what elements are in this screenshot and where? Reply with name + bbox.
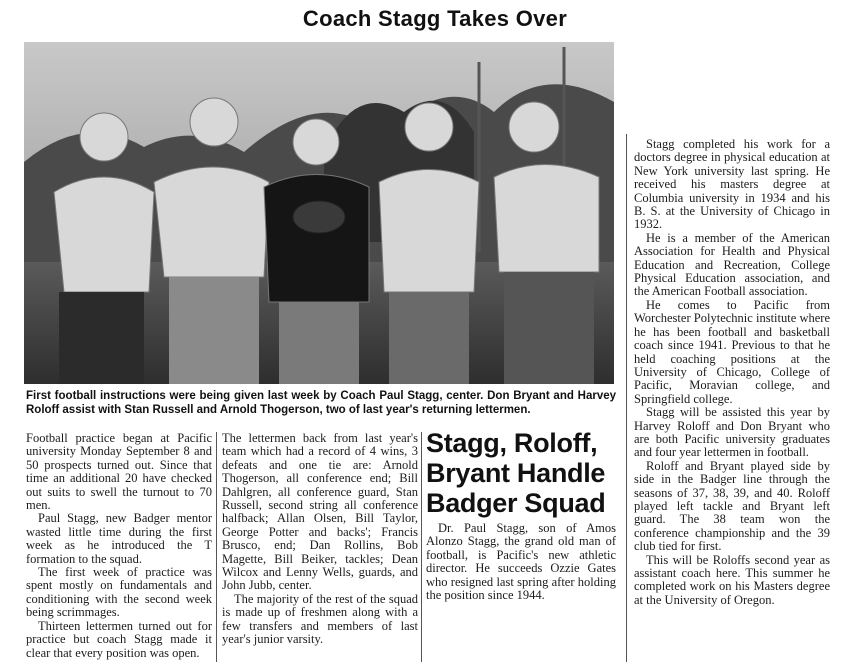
- story2-paragraph: Stagg completed his work for a doctors degree in physical education at New York university last spring. He received his masters degree at Columbia university in 1934 and his B. S. at the University of Chicago in 1932.: [634, 137, 830, 232]
- photo-illustration: [24, 42, 614, 384]
- photo-caption: First football instructions were being given last week by Coach Paul Stagg, center. Don Bryant and Harvey Roloff assist with Stan Russell and Arnold Thogerson, two of last year's returning lettermen.: [26, 390, 616, 416]
- story2-paragraph: He comes to Pacific from Worchester Polytechnic institute where he has been football and basketball coach since 1941. Previous to that he held coaching positions at the University of Chicago, College of Pacific, Moravian college, and Springfield college.: [634, 297, 830, 406]
- story2-paragraph: Dr. Paul Stagg, son of Amos Alonzo Stagg, the grand old man of football, is Pacific's new athletic director. He succeeds Ozzie Gates who resigned last spring after holding the position since 1944.: [426, 521, 616, 603]
- team-photo: [24, 42, 614, 384]
- column-rule: [421, 432, 422, 662]
- story2-headline: [426, 428, 620, 518]
- story2-headline-line: Bryant Handle: [426, 458, 606, 488]
- story2-paragraph: He is a member of the American Association for Health and Physical Education and Recreation, College Physical Education association, and the American Football association.: [634, 230, 830, 299]
- story1-column-2: [222, 432, 418, 647]
- story1-paragraph: The majority of the rest of the squad is made up of freshmen along with a few transfers and members of last year's junior varsity.: [222, 591, 418, 647]
- story1-column-1: [26, 432, 212, 660]
- story2-column-2: [634, 138, 830, 607]
- story2-paragraph: This will be Roloffs second year as assistant coach here. This summer he completed work on his Masters degree at the University of Oregon.: [634, 552, 830, 607]
- column-rule: [626, 134, 627, 662]
- story1-paragraph: Thirteen lettermen turned out for practice but coach Stagg made it clear that every position was open.: [26, 618, 212, 660]
- story1-paragraph: Paul Stagg, new Badger mentor wasted little time during the first week as he introduced the T formation to the squad.: [26, 511, 212, 566]
- headline: Coach Stagg Takes Over: [302, 6, 568, 31]
- story1-paragraph: The lettermen back from last year's team which had a record of 4 wins, 3 defeats and one tie are: Arnold Thogerson, all conference end; Bill Dahlgren, all conference guard, Stan Russell, second string all conference halfback; Allan Olsen, Bill Taylor, George Potter and backs'; Francis Brusco, end; Dan Rollins, Bob Magette, Bill Beiker, tackles; Dean Wilcox and Lenny Wells, guards, and John Jubb, center.: [222, 431, 418, 593]
- story1-paragraph: The first week of practice was spent mostly on fundamentals and conditioning with the second week being scrimmages.: [26, 565, 212, 620]
- story1-paragraph: Football practice began at Pacific university Monday September 8 and 50 prospects turned out. Since that time an additional 20 have checked out suits to swell the turnout to 70 men.: [26, 431, 212, 513]
- story2-paragraph: Roloff and Bryant played side by side in the Badger line through the seasons of 37, 38, 39, and 40. Roloff played left tackle and Bryant left guard. The 38 team won the conference championship and the 39 club tied for first.: [634, 458, 830, 554]
- story2-column-1: [426, 522, 616, 602]
- column-rule: [216, 432, 217, 662]
- story2-headline-line: Stagg, Roloff,: [426, 428, 598, 458]
- story2-paragraph: Stagg will be assisted this year by Harvey Roloff and Don Bryant who are both Pacific university graduates and four year lettermen in football.: [634, 405, 830, 460]
- story2-headline-line: Badger Squad: [426, 488, 606, 518]
